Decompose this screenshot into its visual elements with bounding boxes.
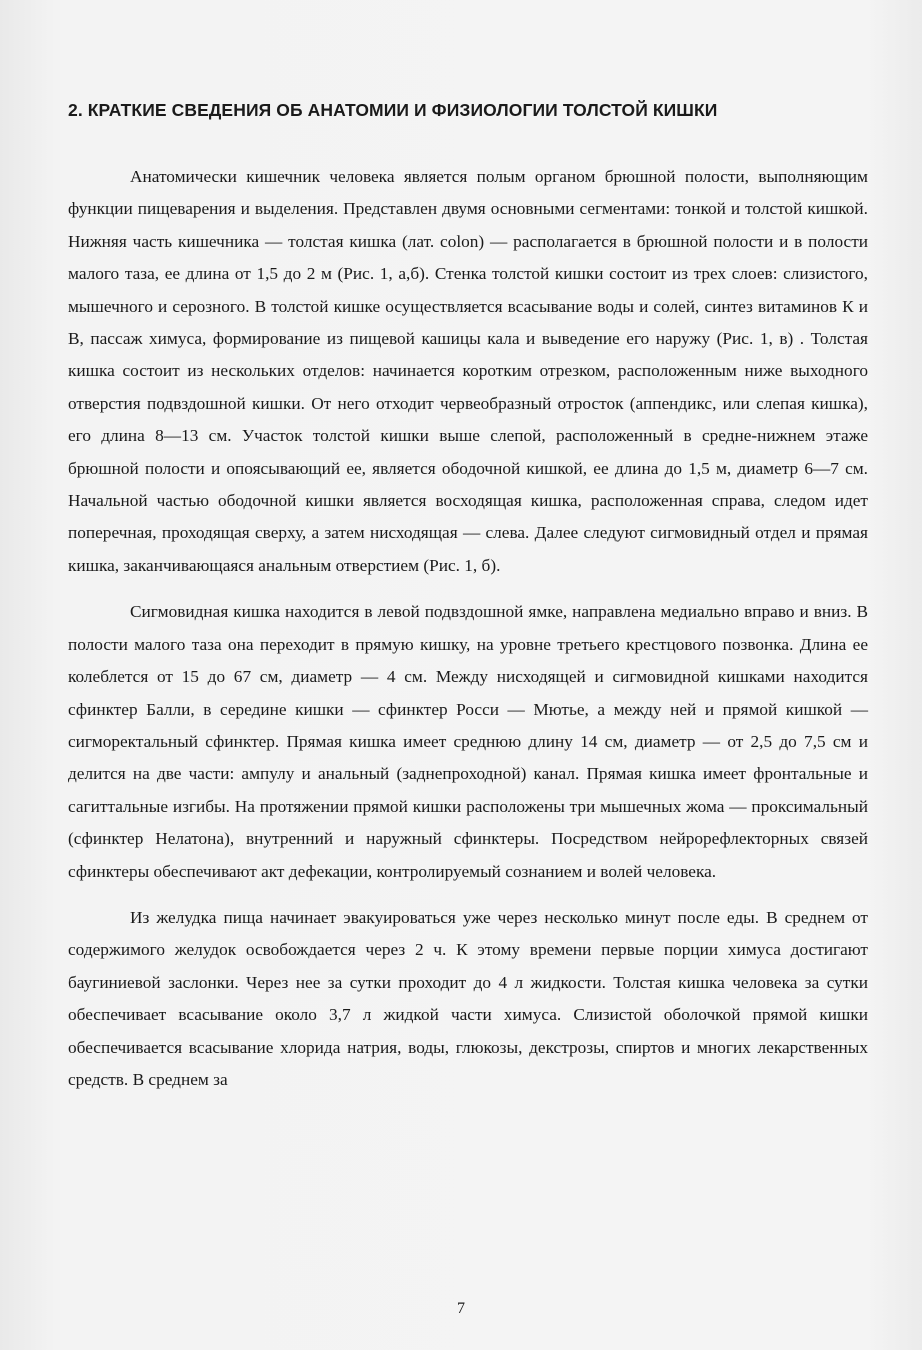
- paragraph-anatomy: Анатомически кишечник человека является полым органом брюшной полости, выполняющим функции пищеварения и выделения. Представлен двумя основными сегментами: тонкой и толстой кишкой. Нижняя часть кишечника — толстая кишка (лат. colon) — располагается в брюшной полости и в полости малого таза, ее длина от 1,5 до 2 м (Рис. 1, а,б). Стенка толстой кишки состоит из трех слоев: слизистого, мышечного и серозного. В толстой кишке осуществляется всасывание воды и солей, синтез витаминов К и В, пассаж химуса, формирование из пищевой кашицы кала и выведение его наружу (Рис. 1, в) . Толстая кишка состоит из нескольких отделов: начинается коротким отрезком, расположенным ниже выходного отверстия подвздошной кишки. От него отходит червеобразный отросток (аппендикс, или слепая кишка), его длина 8—13 см. Участок толстой кишки выше слепой, расположенный в средне-нижнем этаже брюшной полости и опоясывающий ее, является ободочной кишкой, ее длина до 1,5 м, диаметр 6—7 см. Начальной частью ободочной кишки является восходящая кишка, расположенная справа, следом идет поперечная, проходящая сверху, а затем нисходящая — слева. Далее следуют сигмовидный отдел и прямая кишка, заканчивающаяся анальным отверстием (Рис. 1, б).: [68, 167, 868, 575]
- page-number: 7: [457, 1300, 465, 1317]
- page-content: [68, 100, 868, 1110]
- paragraph-physiology: Из желудка пища начинает эвакуироваться уже через несколько минут после еды. В среднем от содержимого желудок освобождается через 2 ч. К этому времени первые порции химуса достигают баугиниевой заслонки. Через нее за сутки проходит до 4 л жидкости. Толстая кишка человека за сутки обеспечивает всасывание около 3,7 л жидкой части химуса. Слизистой оболочкой прямой кишки обеспечивается всасывание хлорида натрия, воды, глюкозы, декстрозы, спиртов и многих лекарственных средств. В среднем за: [68, 907, 868, 1089]
- paragraph-sigmoid: Сигмовидная кишка находится в левой подвздошной ямке, направлена медиально вправо и вниз. В полости малого таза она переходит в прямую кишку, на уровне третьего крестцового позвонка. Длина ее колеблется от 15 до 67 см, диаметр — 4 см. Между нисходящей и сигмовидной кишками находится сфинктер Балли, в середине кишки — сфинктер Росси — Мютье, а между ней и прямой кишкой — сигморектальный сфинктер. Прямая кишка имеет среднюю длину 14 см, диаметр — от 2,5 до 7,5 см и делится на две части: ампулу и анальный (заднепроходной) канал. Прямая кишка имеет фронтальные и сагиттальные изгибы. На протяжении прямой кишки расположены три мышечных жома — проксимальный (сфинктер Нелатона), внутренний и наружный сфинктеры. Посредством нейрорефлекторных связей сфинктеры обеспечивают акт дефекации, контролируемый сознанием и волей человека.: [68, 602, 868, 881]
- section-heading: 2. КРАТКИЕ СВЕДЕНИЯ ОБ АНАТОМИИ И ФИЗИОЛОГИИ ТОЛСТОЙ КИШКИ: [68, 100, 718, 120]
